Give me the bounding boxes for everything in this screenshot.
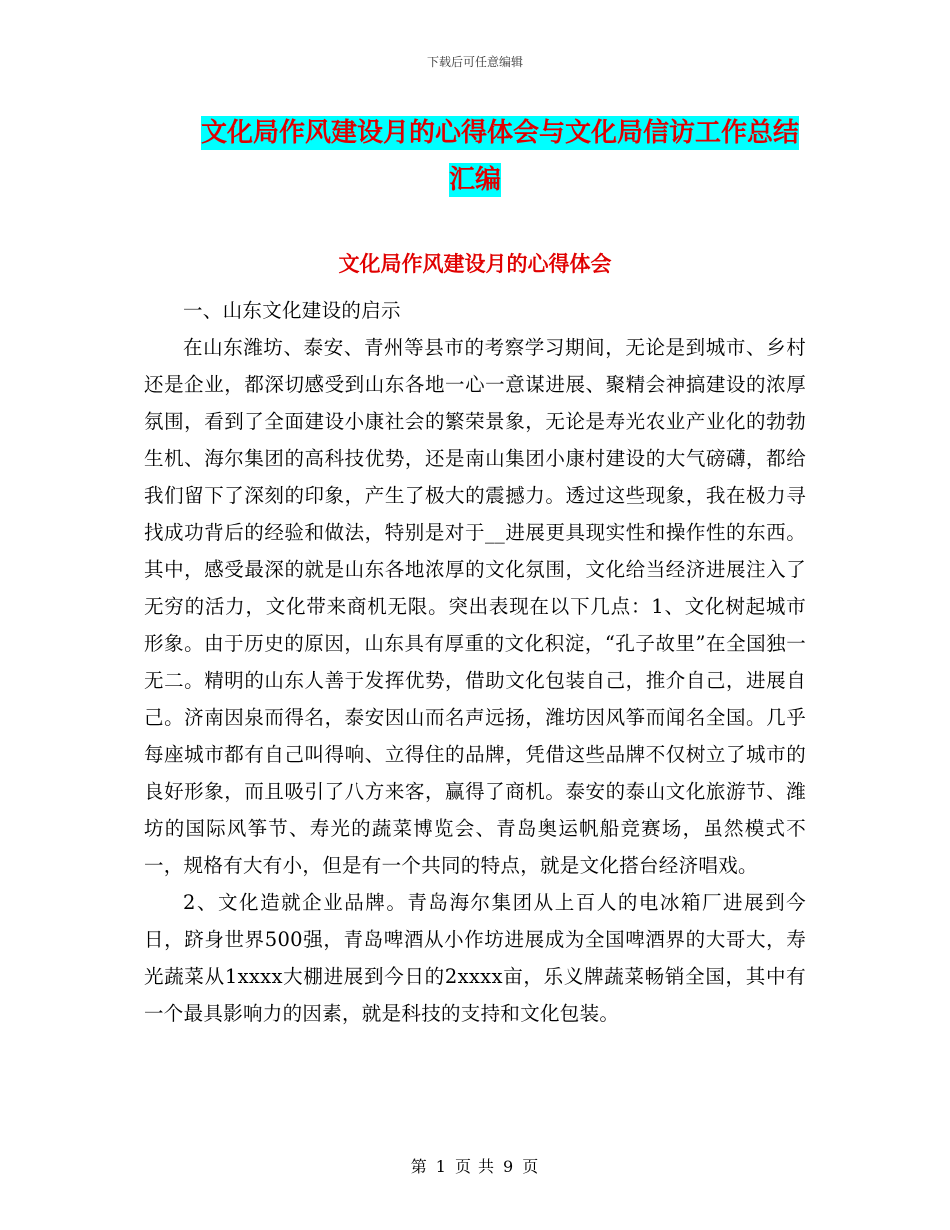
header-note: 下载后可任意编辑 (426, 55, 523, 69)
paragraph: 2、文化造就企业品牌。青岛海尔集团从上百人的电冰箱厂进展到今日，跻身世界500强，青岛啤酒从小作坊进展成为全国啤酒界的大哥大，寿光蔬菜从1xxxx大棚进展到今日的2xxxx亩，乐义牌蔬菜畅销全国，其中有一个最具影响力的因素，就是科技的支持和文化包装。 (144, 891, 806, 1025)
footer-middle: 页 共 (454, 1157, 496, 1176)
current-page-number: 1 (435, 1157, 447, 1176)
footer-prefix: 第 (410, 1157, 428, 1176)
body-text (144, 292, 806, 1032)
document-title (0, 110, 950, 204)
paragraph: 在山东潍坊、泰安、青州等县市的考察学习期间，无论是到城市、乡村还是企业，都深切感受到山东各地一心一意谋进展、聚精会神搞建设的浓厚氛围，看到了全面建设小康社会的繁荣景象，无论是寿光农业产业化的勃勃生机、海尔集团的高科技优势，还是南山集团小康村建设的大气磅礴，都给我们留下了深刻的印象，产生了极大的震撼力。透过这些现象，我在极力寻找成功背后的经验和做法，特别是对于__进展更具现实性和操作性的东西。其中，感受最深的就是山东各地浓厚的文化氛围，文化给当经济进展注入了无穷的活力，文化带来商机无限。突出表现在以下几点：1、文化树起城市形象。由于历史的原因，山东具有厚重的文化积淀，“孔子故里”在全国独一无二。精明的山东人善于发挥优势，借助文化包装自己，推介自己，进展自己。济南因泉而得名，泰安因山而名声远扬，潍坊因风筝而闻名全国。几乎每座城市都有自己叫得响、立得住的品牌，凭借这些品牌不仅树立了城市的良好形象，而且吸引了八方来客，赢得了商机。泰安的泰山文化旅游节、潍坊的国际风筝节、寿光的蔬菜博览会、青岛奥运帆船竞赛场，虽然模式不一，规格有大有小，但是有一个共同的特点，就是文化搭台经济唱戏。 (144, 336, 806, 877)
section-title: 文化局作风建设月的心得体会 (338, 252, 612, 276)
title-line-2: 汇编 (448, 165, 501, 195)
footer-suffix: 页 (522, 1157, 540, 1176)
page-footer (0, 1154, 950, 1177)
total-pages: 9 (503, 1157, 515, 1176)
title-line-1: 文化局作风建设月的心得体会与文化局信访工作总结 (200, 118, 799, 148)
paragraph-heading: 一、山东文化建设的启示 (183, 299, 401, 322)
